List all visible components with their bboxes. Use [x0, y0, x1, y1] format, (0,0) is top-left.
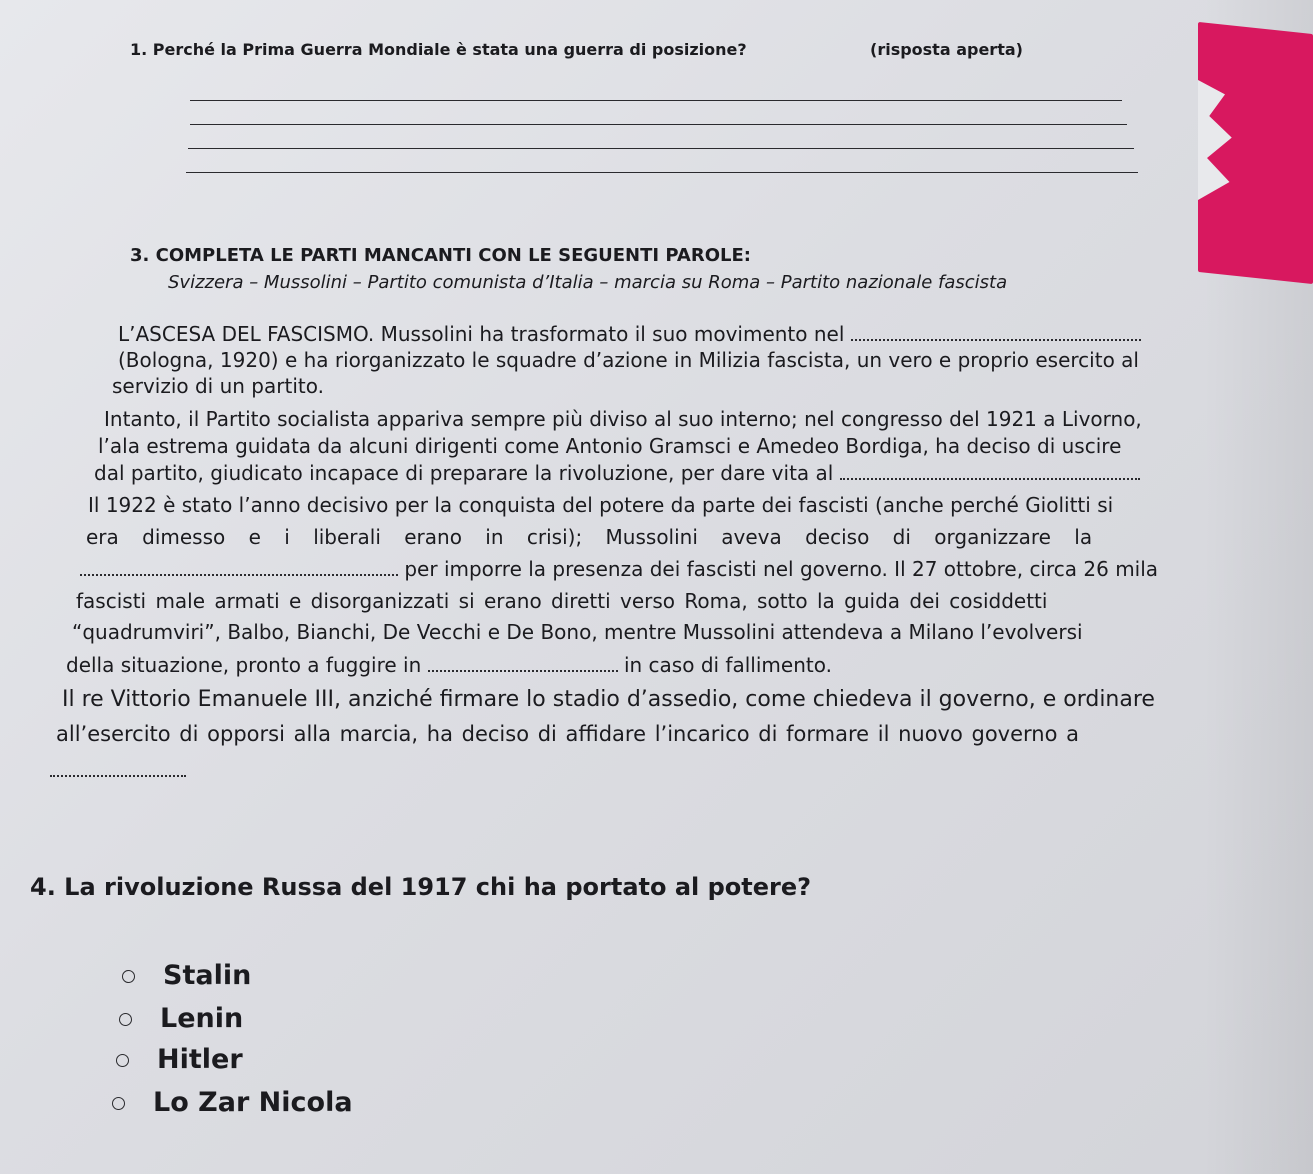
answer-line-3[interactable] — [188, 148, 1134, 149]
paragraph-line — [118, 322, 1141, 346]
question-1-note: (risposta aperta) — [870, 40, 1023, 59]
paragraph-text: dal partito, giudicato incapace di preparare la rivoluzione, per dare vita al — [94, 461, 834, 485]
option-lenin[interactable] — [119, 1003, 243, 1034]
paragraph-text: in caso di fallimento. — [623, 653, 832, 677]
radio-circle-icon[interactable] — [122, 970, 135, 983]
radio-circle-icon[interactable] — [116, 1054, 129, 1067]
question-3-title: 3. COMPLETA LE PARTI MANCANTI CON LE SEGUENTI PAROLE: — [130, 245, 751, 266]
blank-field-5[interactable] — [50, 761, 186, 777]
paragraph-line — [66, 653, 832, 677]
paragraph-line: l’ala estrema guidata da alcuni dirigenti come Antonio Gramsci e Amedeo Bordiga, ha deciso di uscire — [98, 434, 1122, 458]
paragraph-line: fascisti male armati e disorganizzati si erano diretti verso Roma, sotto la guida dei cosiddetti — [76, 589, 1048, 613]
option-lo-zar-nicola[interactable] — [112, 1087, 353, 1118]
question-1-text: 1. Perché la Prima Guerra Mondiale è stata una guerra di posizione? — [130, 40, 747, 59]
paragraph-line: “quadrumviri”, Balbo, Bianchi, De Vecchi e De Bono, mentre Mussolini attendeva a Milano l’evolversi — [72, 620, 1083, 644]
option-label: Stalin — [163, 960, 252, 991]
answer-line-4[interactable] — [186, 172, 1138, 173]
paragraph-text: L’ASCESA DEL FASCISMO. Mussolini ha trasformato il suo movimento nel — [118, 322, 845, 346]
option-label: Lenin — [160, 1003, 244, 1034]
radio-circle-icon[interactable] — [112, 1097, 125, 1110]
option-label: Hitler — [157, 1044, 243, 1075]
pink-sticky-note — [1198, 22, 1313, 284]
paragraph-line: era dimesso e i liberali erano in crisi); Mussolini aveva deciso di organizzare la — [86, 525, 1093, 549]
blank-field-2[interactable] — [840, 464, 1140, 480]
paragraph-line — [50, 758, 186, 782]
paragraph-line: all’esercito di opporsi alla marcia, ha deciso di affidare l’incarico di formare il nuovo governo a — [56, 722, 1079, 746]
paragraph-line: servizio di un partito. — [112, 374, 324, 398]
paragraph-line — [80, 557, 1158, 581]
word-bank: Svizzera – Mussolini – Partito comunista d’Italia – marcia su Roma – Partito nazionale fascista — [168, 272, 1008, 293]
paragraph-line: Intanto, il Partito socialista appariva sempre più diviso al suo interno; nel congresso del 1921 a Livorno, — [104, 407, 1142, 431]
option-hitler[interactable] — [116, 1044, 243, 1075]
paragraph-line: Il re Vittorio Emanuele III, anziché firmare lo stadio d’assedio, come chiedeva il governo, e ordinare — [62, 687, 1155, 712]
blank-field-3[interactable] — [80, 560, 398, 576]
answer-line-1[interactable] — [190, 100, 1122, 101]
blank-field-4[interactable] — [428, 656, 618, 672]
paragraph-text: della situazione, pronto a fuggire in — [66, 653, 422, 677]
paragraph-text: per imporre la presenza dei fascisti nel governo. Il 27 ottobre, circa 26 mila — [404, 557, 1159, 581]
blank-field-1[interactable] — [851, 325, 1141, 341]
radio-circle-icon[interactable] — [119, 1013, 132, 1026]
option-label: Lo Zar Nicola — [153, 1087, 353, 1118]
paragraph-line: Il 1922 è stato l’anno decisivo per la conquista del potere da parte dei fascisti (anche perché Giolitti si — [88, 493, 1114, 517]
paragraph-line: (Bologna, 1920) e ha riorganizzato le squadre d’azione in Milizia fascista, un vero e proprio esercito al — [118, 348, 1139, 372]
option-stalin[interactable] — [122, 960, 251, 991]
paragraph-line — [94, 461, 1140, 485]
question-4-text: 4. La rivoluzione Russa del 1917 chi ha portato al potere? — [30, 873, 812, 901]
answer-line-2[interactable] — [190, 124, 1127, 125]
